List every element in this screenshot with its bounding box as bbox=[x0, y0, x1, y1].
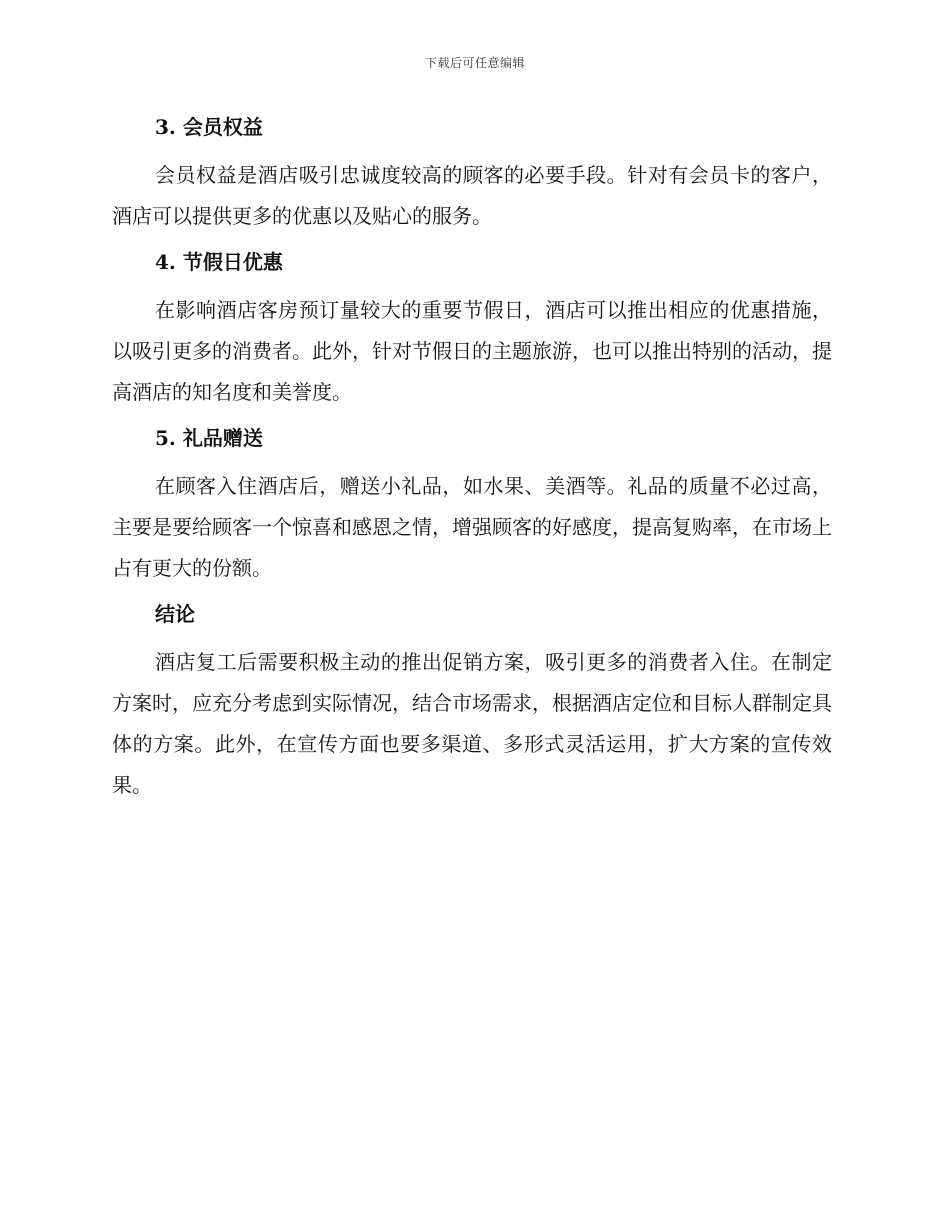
document-body bbox=[112, 112, 832, 806]
section-heading-conclusion: 结论 bbox=[155, 602, 195, 626]
section-heading-membership: 3. 会员权益 bbox=[155, 115, 263, 139]
page-header: 下载后可任意编辑 bbox=[424, 56, 525, 70]
section-paragraph-membership: 会员权益是酒店吸引忠诚度较高的顾客的必要手段。针对有会员卡的客户，酒店可以提供更多的优惠以及贴心的服务。 bbox=[112, 163, 832, 228]
section-paragraph-conclusion: 酒店复工后需要积极主动的推出促销方案，吸引更多的消费者入住。在制定方案时，应充分考虑到实际情况，结合市场需求，根据酒店定位和目标人群制定具体的方案。此外，在宣传方面也要多渠道、多形式灵活运用，扩大方案的宣传效果。 bbox=[112, 650, 832, 797]
section-heading-gifts: 5. 礼品赠送 bbox=[155, 426, 263, 450]
section-paragraph-gifts: 在顾客入住酒店后，赠送小礼品，如水果、美酒等。礼品的质量不必过高，主要是要给顾客一个惊喜和感恩之情，增强顾客的好感度，提高复购率，在市场上占有更大的份额。 bbox=[112, 474, 832, 580]
section-heading-holiday: 4. 节假日优惠 bbox=[155, 250, 283, 274]
section-paragraph-holiday: 在影响酒店客房预订量较大的重要节假日，酒店可以推出相应的优惠措施，以吸引更多的消费者。此外，针对节假日的主题旅游，也可以推出特别的活动，提高酒店的知名度和美誉度。 bbox=[112, 298, 832, 404]
